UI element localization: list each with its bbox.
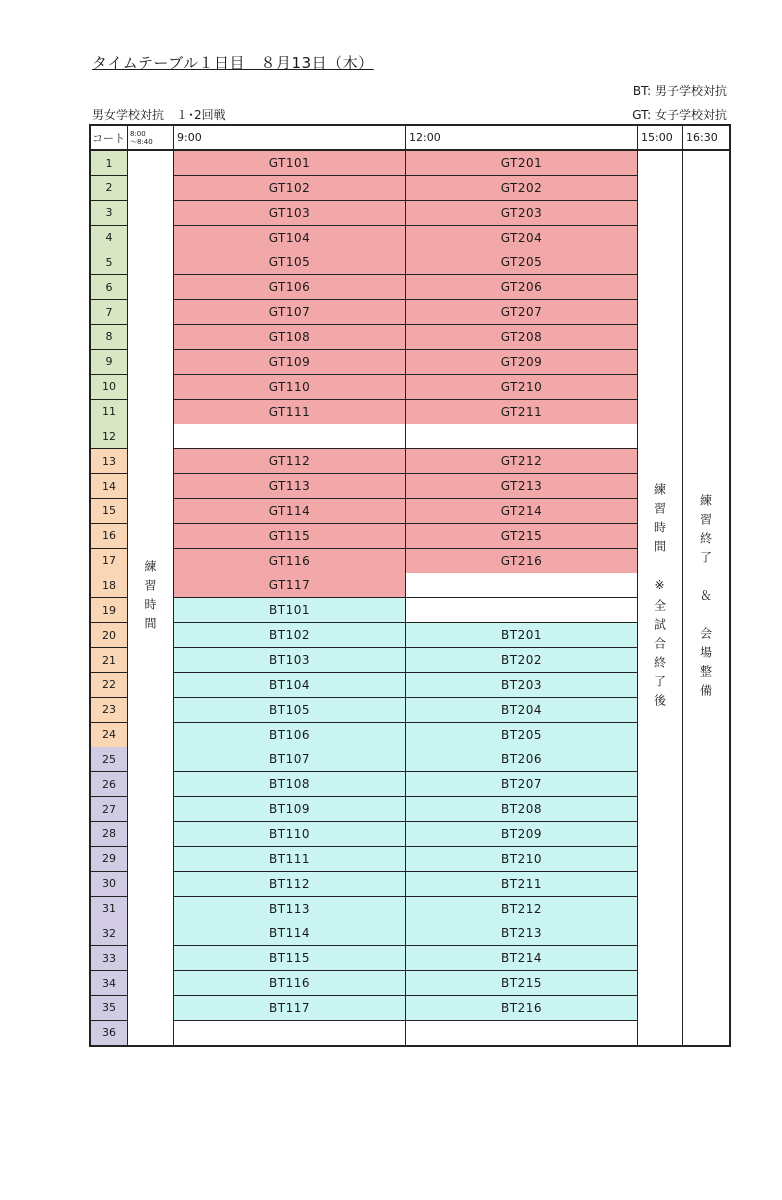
court-number: 28 [91, 822, 128, 847]
court-number: 7 [91, 300, 128, 325]
court-number: 29 [91, 847, 128, 872]
court-number: 22 [91, 673, 128, 698]
legend-gt: GT: 女子学校対抗 [632, 108, 727, 122]
court-number: 24 [91, 723, 128, 748]
court-number: 4 [91, 226, 128, 251]
match-round2: GT207 [406, 300, 638, 325]
match-round1: BT109 [174, 797, 406, 822]
court-number: 12 [91, 424, 128, 449]
match-round2: GT212 [406, 449, 638, 474]
court-number: 21 [91, 648, 128, 673]
match-round1: GT115 [174, 524, 406, 549]
match-round1: GT112 [174, 449, 406, 474]
match-round2: BT206 [406, 747, 638, 772]
match-round2: GT209 [406, 350, 638, 375]
court-number: 14 [91, 474, 128, 499]
match-round1: GT101 [174, 151, 406, 176]
match-round1: BT102 [174, 623, 406, 648]
legend-bt: BT: 男子学校対抗 [632, 84, 727, 98]
court-number: 1 [91, 151, 128, 176]
col1630-label: 練習終了 ＆ 会場整備 [698, 493, 713, 703]
match-round1: GT108 [174, 325, 406, 350]
match-round2: BT215 [406, 971, 638, 996]
match-round2: BT214 [406, 946, 638, 971]
court-number: 32 [91, 921, 128, 946]
court-number: 20 [91, 623, 128, 648]
match-round1: BT101 [174, 598, 406, 623]
match-round1: GT104 [174, 226, 406, 251]
court-number: 18 [91, 573, 128, 598]
court-number: 3 [91, 201, 128, 226]
match-round1: BT114 [174, 921, 406, 946]
court-number: 27 [91, 797, 128, 822]
match-round2 [406, 573, 638, 598]
page-title: タイムテーブル１日目 ８月13日（木） [92, 54, 374, 72]
match-round1: GT107 [174, 300, 406, 325]
match-round1: BT105 [174, 698, 406, 723]
match-round2: BT208 [406, 797, 638, 822]
match-round1: GT110 [174, 375, 406, 400]
court-number: 9 [91, 350, 128, 375]
match-round2 [406, 598, 638, 623]
match-round1: GT117 [174, 573, 406, 598]
match-round1: GT116 [174, 549, 406, 574]
match-round1: GT113 [174, 474, 406, 499]
header-1500: 15:00 [638, 126, 683, 151]
court-number: 17 [91, 549, 128, 574]
match-round2: BT210 [406, 847, 638, 872]
match-round2: GT216 [406, 549, 638, 574]
practice-label: 練習時間 [143, 560, 157, 636]
practice-column [128, 151, 174, 1045]
timetable-grid [89, 124, 731, 1047]
court-number: 35 [91, 996, 128, 1021]
match-round1: BT107 [174, 747, 406, 772]
match-round2: GT203 [406, 201, 638, 226]
match-round2: BT201 [406, 623, 638, 648]
match-round1: BT112 [174, 872, 406, 897]
match-round2: BT204 [406, 698, 638, 723]
match-round1: BT117 [174, 996, 406, 1021]
court-number: 19 [91, 598, 128, 623]
match-round1: BT106 [174, 723, 406, 748]
match-round1: BT104 [174, 673, 406, 698]
header-1630: 16:30 [683, 126, 729, 151]
court-number: 25 [91, 747, 128, 772]
match-round1: BT113 [174, 897, 406, 922]
court-number: 36 [91, 1021, 128, 1046]
header-1200: 12:00 [406, 126, 638, 151]
court-number: 13 [91, 449, 128, 474]
match-round1: GT109 [174, 350, 406, 375]
court-number: 11 [91, 400, 128, 425]
match-round1: GT102 [174, 176, 406, 201]
match-round2: GT214 [406, 499, 638, 524]
court-number: 31 [91, 897, 128, 922]
match-round2: GT202 [406, 176, 638, 201]
match-round1: GT106 [174, 275, 406, 300]
subtitle: 男女学校対抗 １･2回戦 [92, 108, 226, 122]
col1500-label: 練習時間 ※全試合終了後 [652, 483, 667, 713]
court-number: 33 [91, 946, 128, 971]
column-1500 [638, 151, 683, 1045]
match-round2 [406, 1021, 638, 1046]
match-round2: BT213 [406, 921, 638, 946]
court-number: 15 [91, 499, 128, 524]
match-round1: BT111 [174, 847, 406, 872]
match-round2: BT205 [406, 723, 638, 748]
match-round1: GT103 [174, 201, 406, 226]
court-number: 2 [91, 176, 128, 201]
match-round2: GT210 [406, 375, 638, 400]
match-round1: BT116 [174, 971, 406, 996]
court-number: 5 [91, 250, 128, 275]
court-number: 16 [91, 524, 128, 549]
match-round2: BT202 [406, 648, 638, 673]
match-round1: GT111 [174, 400, 406, 425]
match-round2 [406, 424, 638, 449]
column-1630 [683, 151, 729, 1045]
match-round1 [174, 1021, 406, 1046]
court-number: 8 [91, 325, 128, 350]
header-0900: 9:00 [174, 126, 406, 151]
match-round2: GT208 [406, 325, 638, 350]
match-round2: BT216 [406, 996, 638, 1021]
match-round1 [174, 424, 406, 449]
match-round2: BT203 [406, 673, 638, 698]
match-round1: BT115 [174, 946, 406, 971]
court-number: 26 [91, 772, 128, 797]
court-number: 23 [91, 698, 128, 723]
match-round1: BT110 [174, 822, 406, 847]
match-round2: GT206 [406, 275, 638, 300]
match-round1: BT108 [174, 772, 406, 797]
court-number: 30 [91, 872, 128, 897]
court-number: 10 [91, 375, 128, 400]
match-round1: BT103 [174, 648, 406, 673]
match-round2: GT213 [406, 474, 638, 499]
match-round2: BT207 [406, 772, 638, 797]
court-number: 34 [91, 971, 128, 996]
header-court: コート [91, 126, 128, 151]
match-round2: BT209 [406, 822, 638, 847]
header-time-start: 8:00 [130, 129, 146, 138]
match-round2: GT205 [406, 250, 638, 275]
match-round2: GT211 [406, 400, 638, 425]
match-round2: GT204 [406, 226, 638, 251]
header-time-early [128, 126, 174, 151]
header-time-end: ～8:40 [130, 137, 153, 146]
match-round1: GT105 [174, 250, 406, 275]
match-round2: GT215 [406, 524, 638, 549]
court-number: 6 [91, 275, 128, 300]
match-round2: BT212 [406, 897, 638, 922]
match-round2: GT201 [406, 151, 638, 176]
match-round1: GT114 [174, 499, 406, 524]
match-round2: BT211 [406, 872, 638, 897]
